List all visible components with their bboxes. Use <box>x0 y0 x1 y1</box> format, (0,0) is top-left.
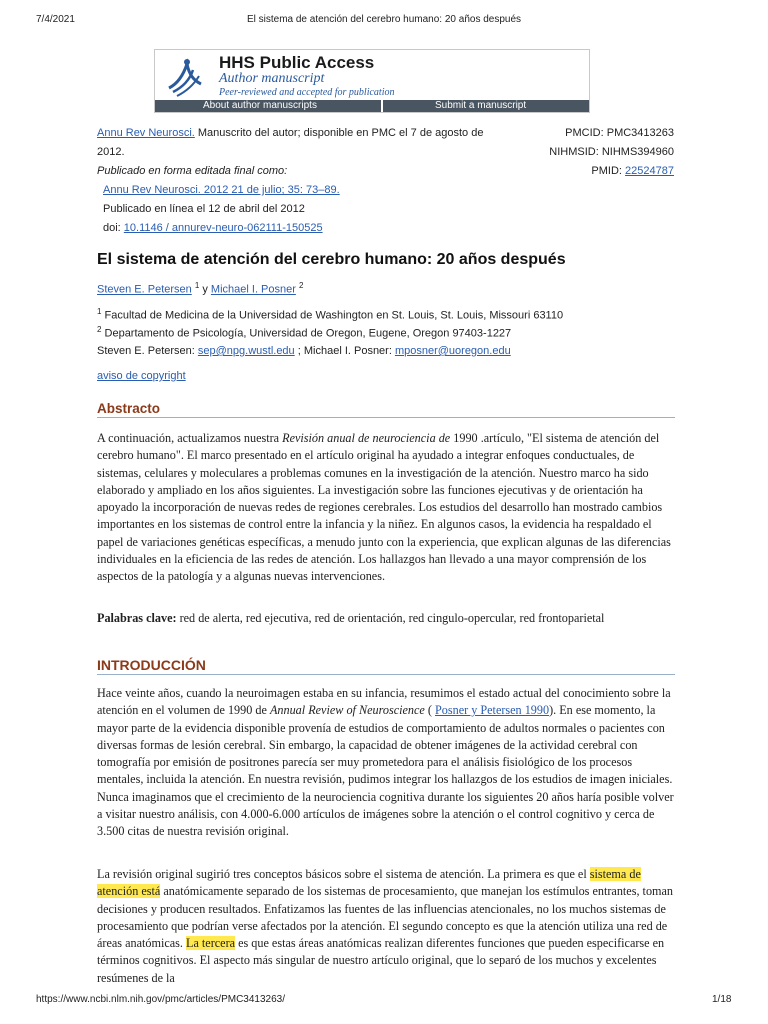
abstract-paragraph <box>97 430 675 586</box>
manuscript-meta <box>97 124 527 238</box>
copyright-notice-link[interactable]: aviso de copyright <box>97 370 186 382</box>
availability-text: Manuscrito del autor; disponible en PMC el 7 de agosto de <box>194 127 484 139</box>
banner-tagline: Peer-reviewed and accepted for publication <box>219 87 395 98</box>
availability-year: 2012. <box>97 146 125 158</box>
affiliation-1 <box>97 307 563 322</box>
print-url: https://www.ncbi.nlm.nih.gov/pmc/articles/PMC3413263/ <box>36 994 285 1005</box>
banner-subtitle: Author manuscript <box>219 71 325 86</box>
citation-link[interactable]: Annu Rev Neurosci. 2012 21 de julio; 35: 73–89. <box>103 184 340 196</box>
abstract-heading: Abstracto <box>97 401 675 418</box>
email-posner-link[interactable]: mposner@uoregon.edu <box>394 345 511 357</box>
intro-paragraph-1 <box>97 685 675 841</box>
author2-sup: 2 <box>298 281 304 290</box>
intro-p2-text-a: La revisión original sugirió tres conceptos básicos sobre el sistema de atención. La primera es que el <box>97 867 590 881</box>
keywords-label: Palabras clave: <box>97 611 177 625</box>
author-posner-link[interactable]: Michael I. Posner <box>210 283 296 296</box>
intro-p1-text-a: Hace veinte años, cuando la neuroimagen estaba en su infancia, resumimos el estado actual del conocimiento sobre la atención en el volumen de 1990 de <box>97 686 671 718</box>
intro-p1-journal: Annual Review of Neuroscience <box>269 703 425 718</box>
affiliation-2 <box>97 325 511 340</box>
doi-label: doi: <box>103 222 124 234</box>
authors-and: y <box>199 283 211 296</box>
hhs-public-access-banner <box>154 49 590 113</box>
about-author-manuscripts-link[interactable]: About author manuscripts <box>203 100 317 111</box>
article-ids <box>500 124 674 181</box>
doi-link[interactable]: 10.1146 / annurev-neuro-062111-150525 <box>123 222 323 234</box>
submit-manuscript-link[interactable]: Submit a manuscript <box>435 100 527 111</box>
keywords <box>97 610 675 627</box>
print-page-number: 1/18 <box>712 994 732 1005</box>
published-as-label: Publicado en forma editada final como: <box>97 165 288 177</box>
abstract-text-b: 1990 .artículo, "El sistema de atención del cerebro humano". El marco presentado en el artículo original ha ayudado a integrar enfoques conductuales, de sistemas, celulares y moleculares a problemas comunes en la investigación de la atención. Nuestro marco ha sido elaborado y ampliado en los años siguientes. La investigación sobre las funciones ejecutivas y de orientación ha apoyado la incorporación de nuevas redes de regiones cerebrales. Los estudios del desarrollo han mostrado cambios importantes en los sistemas de control entre la infancia y la niñez. En algunos casos, la evidencia ha respaldado el papel de variaciones genéticas específicas, a menudo junto con la experiencia, que explican algunas de las diferencias individuales en la eficiencia de las redes de atención. Los hallazgos han llevado a una mayor comprensión de los aspectos de la patología y a algunas nuevas intervenciones. <box>97 431 671 584</box>
authors-line <box>97 281 303 296</box>
intro-p2-text-c: es que estas áreas anatómicas realizan diferentes funciones que pueden especificarse en términos cognitivos. El aspecto más singular de nuestro artículo original, que lo separó de los muchos y excelentes resúmenes de la <box>97 936 665 985</box>
banner-title: HHS Public Access <box>219 53 375 72</box>
intro-p1-text-c: ). En ese momento, la mayor parte de la evidencia disponible provenía de estudios de comportamiento de adultos normales o pacientes con diversas formas de lesión cerebral. Sin embargo, la capacidad de obtener imágenes de la actividad cerebral con tomografía por emisión de positrones parecía ser muy prometedora para el análisis fisiológico de los procesos mentales, incluida la atención. En nuestra revisión, pudimos integrar los hallazgos de los estudios de imagen iniciales. Nunca imaginamos que el crecimiento de la neurociencia cognitiva durante los siguientes 20 años haría posible volver a visitar nuestro análisis, con 4.000-6.000 artículos de imágenes sobre la atención o el control cognitivo y cerca de 3.500 citas de nuestra revisión original. <box>97 703 674 839</box>
aff1-text: Facultad de Medicina de la Universidad de Washington en St. Louis, St. Louis, Missouri 63110 <box>101 309 564 322</box>
contact-prefix-1: Steven E. Petersen: <box>97 345 198 357</box>
abstract-text-a: A continuación, actualizamos nuestra <box>97 431 283 445</box>
aff1-sup: 1 <box>97 307 102 316</box>
intro-p1-text-b: ( <box>424 703 435 718</box>
nihmsid: NIHMSID: NIHMS394960 <box>549 146 674 158</box>
highlight-la-tercera: La tercera <box>186 936 236 951</box>
hhs-eagle-logo-icon <box>163 54 211 98</box>
intro-paragraph-2 <box>97 866 675 987</box>
contact-prefix-2: ; Michael I. Posner: <box>294 345 395 357</box>
pmid-label: PMID: <box>591 165 626 177</box>
online-date: Publicado en línea el 12 de abril del 2012 <box>103 203 305 215</box>
intro-p2-text-b: anatómicamente separado de los sistemas de procesamiento, que manejan los estímulos entrantes, toman decisiones y producen resultados. Enfatizamos las fuentes de las influencias atencionales, no los muchos sistemas de procesamiento que podrían verse afectados por la atención. El segundo concepto es que la atención utiliza una red de áreas anatómicas. <box>97 884 674 951</box>
aff2-sup: 2 <box>97 325 102 334</box>
highlight-sistema-de-atencion: sistema de atención está <box>97 867 641 899</box>
author-petersen-link[interactable]: Steven E. Petersen <box>97 283 192 296</box>
abstract-journal: Revisión anual de neurociencia de <box>282 431 451 445</box>
aff2-text: Departamento de Psicología, Universidad de Oregon, Eugene, Oregon 97403-1227 <box>101 327 512 340</box>
author1-sup: 1 <box>194 281 200 290</box>
keywords-list: red de alerta, red ejecutiva, red de orientación, red cingulo-opercular, red frontoparietal <box>176 611 605 625</box>
email-petersen-link[interactable]: sep@npg.wustl.edu <box>197 345 295 357</box>
print-title: El sistema de atención del cerebro humano: 20 años después <box>246 14 522 25</box>
pmcid: PMCID: PMC3413263 <box>565 127 674 139</box>
banner-separator <box>381 100 383 112</box>
contact-line <box>97 345 511 357</box>
introduction-heading: INTRODUCCIÓN <box>97 657 675 675</box>
article-title: El sistema de atención del cerebro humano: 20 años después <box>97 251 566 268</box>
posner-petersen-1990-link[interactable]: Posner y Petersen 1990 <box>435 703 550 718</box>
journal-link[interactable]: Annu Rev Neurosci. <box>97 127 195 139</box>
pmid-link[interactable]: 22524787 <box>625 165 674 177</box>
print-date: 7/4/2021 <box>36 14 75 25</box>
